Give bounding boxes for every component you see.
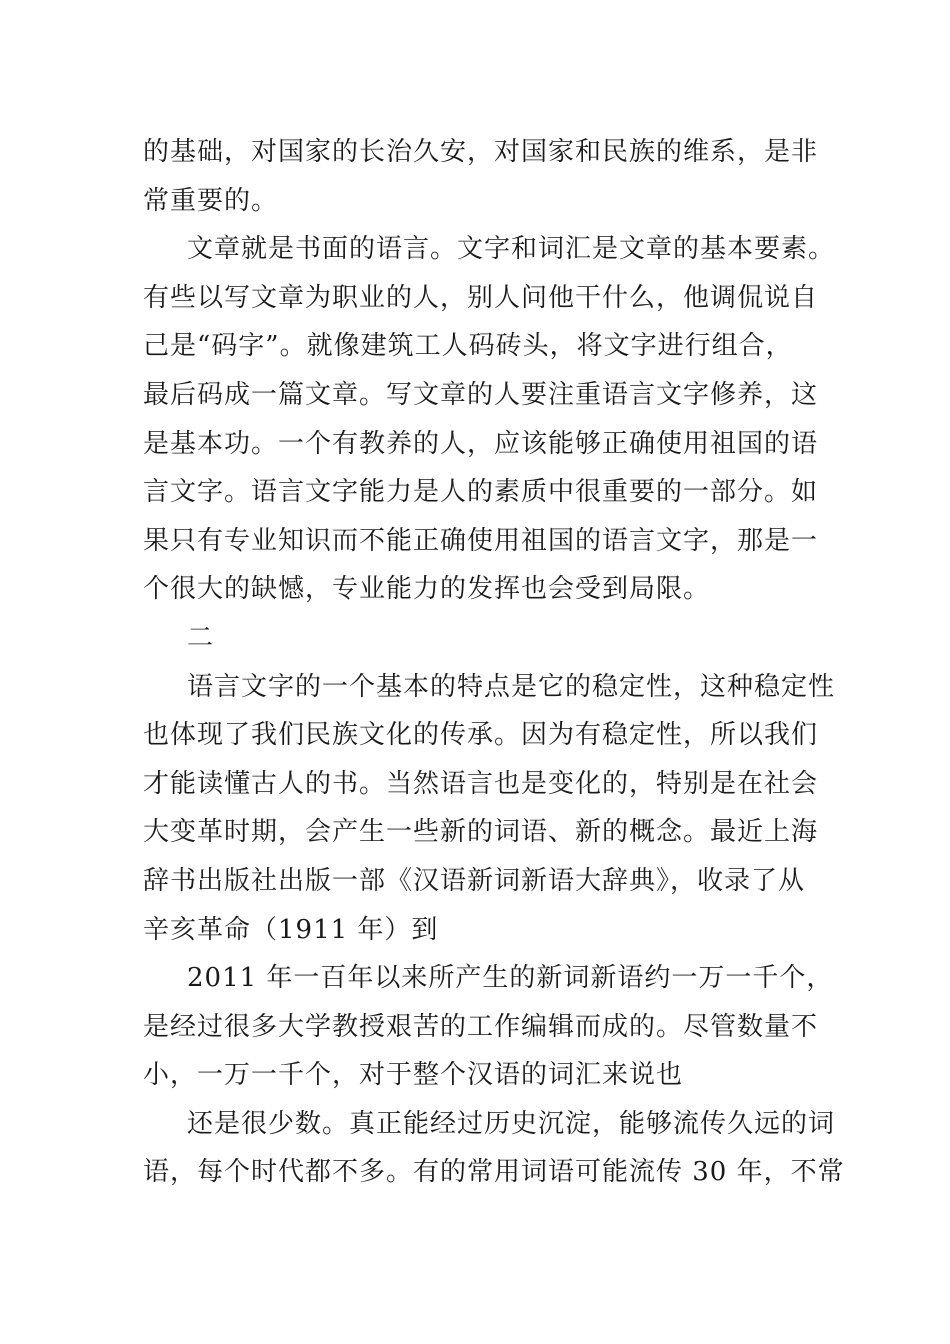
text-line: 也体现了我们民族文化的传承。因为有稳定性，所以我们 [143, 720, 819, 751]
text-line: 2011 年一百年以来所产生的新词新语约一万一千个， [187, 963, 834, 994]
text-line: 最后码成一篇文章。写文章的人要注重语言文字修养，这 [143, 379, 819, 410]
text-line: 辞书出版社出版一部《汉语新词新语大辞典》，收录了从 [143, 865, 806, 896]
text-line: 小，一万一千个，对于整个汉语的词汇来说也 [143, 1060, 684, 1091]
body-text [143, 128, 845, 1197]
text-line: 大变革时期，会产生一些新的词语、新的概念。最近上海 [143, 817, 819, 848]
text-line: 的基础，对国家的长治久安，对国家和民族的维系，是非 [143, 137, 819, 167]
text-line: 文章就是书面的语言。文字和词汇是文章的基本要素。 [187, 234, 836, 265]
text-line: 己是“码字”。就像建筑工人码砖头，将文字进行组合， [143, 331, 793, 362]
text-line: 才能读懂古人的书。当然语言也是变化的，特别是在社会 [143, 768, 819, 799]
text-line: 是经过很多大学教授艰苦的工作编辑而成的。尽管数量不 [143, 1011, 819, 1042]
text-line: 是基本功。一个有教养的人，应该能够正确使用祖国的语 [143, 428, 819, 459]
text-line: 辛亥革命（1911 年）到 [143, 914, 439, 945]
text-line: 语言文字的一个基本的特点是它的稳定性，这种稳定性 [187, 671, 836, 702]
text-line: 还是很少数。真正能经过历史沉淀，能够流传久远的词 [187, 1108, 836, 1139]
text-line: 语，每个时代都不多。有的常用词语可能流传 30 年，不常 [143, 1157, 845, 1188]
text-line: 果只有专业知识而不能正确使用祖国的语言文字，那是一 [143, 525, 819, 556]
text-line: 有些以写文章为职业的人，别人问他干什么，他调侃说自 [143, 282, 819, 313]
text-line: 个很大的缺憾，专业能力的发挥也会受到局限。 [143, 574, 711, 605]
text-line: 言文字。语言文字能力是人的素质中很重要的一部分。如 [143, 477, 819, 508]
text-line: 二 [187, 622, 215, 653]
text-line: 常重要的。 [143, 185, 279, 216]
